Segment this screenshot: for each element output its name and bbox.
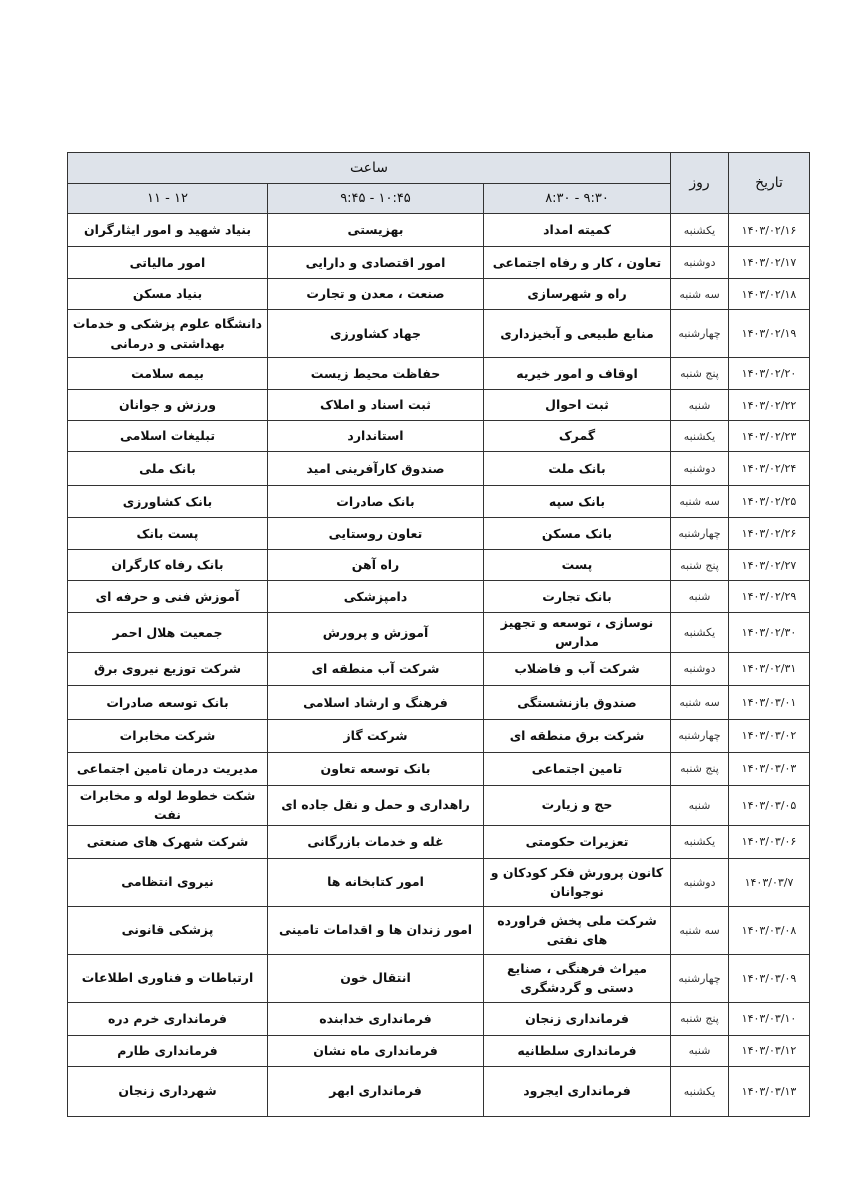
- day-cell: دوشنبه: [671, 452, 729, 486]
- slot2-cell: دامپزشکی: [268, 581, 484, 613]
- date-cell: ۱۴۰۳/۰۲/۲۰: [729, 358, 810, 390]
- date-cell: ۱۴۰۳/۰۳/۱۰: [729, 1002, 810, 1035]
- day-cell: سه شنبه: [671, 279, 729, 310]
- table-row: [68, 452, 810, 486]
- day-cell: سه شنبه: [671, 486, 729, 518]
- table-row: [68, 247, 810, 279]
- slot3-cell: ورزش و جوانان: [68, 390, 268, 421]
- date-cell: ۱۴۰۳/۰۳/۰۱: [729, 685, 810, 719]
- slot3-cell: بیمه سلامت: [68, 358, 268, 390]
- day-cell: پنج شنبه: [671, 752, 729, 785]
- slot3-cell: بانک رفاه کارگران: [68, 550, 268, 581]
- date-cell: ۱۴۰۳/۰۳/۰۳: [729, 752, 810, 785]
- slot-header-3: ۱۲ - ۱۱: [68, 184, 268, 214]
- slot3-cell: شرکت شهرک های صنعتی: [68, 825, 268, 858]
- day-cell: شنبه: [671, 390, 729, 421]
- day-header: روز: [671, 153, 729, 214]
- date-cell: ۱۴۰۳/۰۳/۰۹: [729, 954, 810, 1002]
- slot2-cell: فرهنگ و ارشاد اسلامی: [268, 685, 484, 719]
- slot3-cell: تبلیغات اسلامی: [68, 421, 268, 452]
- slot3-cell: پست بانک: [68, 518, 268, 550]
- time-header: ساعت: [68, 153, 671, 184]
- table-row: [68, 685, 810, 719]
- date-cell: ۱۴۰۳/۰۲/۲۲: [729, 390, 810, 421]
- slot1-cell: نوسازی ، توسعه و تجهیز مدارس: [484, 613, 671, 653]
- slot1-cell: فرمانداری زنجان: [484, 1002, 671, 1035]
- slot2-cell: غله و خدمات بازرگانی: [268, 825, 484, 858]
- day-cell: چهارشنبه: [671, 719, 729, 752]
- slot3-cell: امور مالیاتی: [68, 247, 268, 279]
- date-cell: ۱۴۰۳/۰۳/۰۲: [729, 719, 810, 752]
- slot1-cell: اوقاف و امور خیریه: [484, 358, 671, 390]
- table-row: [68, 954, 810, 1002]
- slot2-cell: صنعت ، معدن و تجارت: [268, 279, 484, 310]
- slot1-cell: بانک تجارت: [484, 581, 671, 613]
- day-cell: یکشنبه: [671, 1066, 729, 1116]
- day-cell: شنبه: [671, 1035, 729, 1066]
- schedule-body: [68, 214, 810, 1117]
- slot1-cell: پست: [484, 550, 671, 581]
- slot1-cell: بانک مسکن: [484, 518, 671, 550]
- slot3-cell: پزشکی قانونی: [68, 906, 268, 954]
- day-cell: چهارشنبه: [671, 954, 729, 1002]
- slot3-cell: شکت خطوط لوله و مخابرات نفت: [68, 785, 268, 825]
- day-cell: پنج شنبه: [671, 550, 729, 581]
- slot2-cell: بانک صادرات: [268, 486, 484, 518]
- slot2-cell: بانک توسعه تعاون: [268, 752, 484, 785]
- day-cell: سه شنبه: [671, 906, 729, 954]
- slot2-cell: شرکت گاز: [268, 719, 484, 752]
- day-cell: چهارشنبه: [671, 310, 729, 358]
- table-row: [68, 785, 810, 825]
- table-row: [68, 310, 810, 358]
- slot2-cell: انتقال خون: [268, 954, 484, 1002]
- slot3-cell: بانک ملی: [68, 452, 268, 486]
- table-row: [68, 906, 810, 954]
- slot1-cell: گمرک: [484, 421, 671, 452]
- date-cell: ۱۴۰۳/۰۲/۱۹: [729, 310, 810, 358]
- slot3-cell: بنیاد شهید و امور ایثارگران: [68, 214, 268, 247]
- date-cell: ۱۴۰۳/۰۲/۱۸: [729, 279, 810, 310]
- slot1-cell: راه و شهرسازی: [484, 279, 671, 310]
- slot3-cell: شرکت مخابرات: [68, 719, 268, 752]
- date-cell: ۱۴۰۳/۰۳/۱۲: [729, 1035, 810, 1066]
- date-cell: ۱۴۰۳/۰۲/۲۵: [729, 486, 810, 518]
- table-row: [68, 825, 810, 858]
- slot1-cell: فرمانداری ایجرود: [484, 1066, 671, 1116]
- slot3-cell: بنیاد مسکن: [68, 279, 268, 310]
- slot2-cell: صندوق کارآفرینی امید: [268, 452, 484, 486]
- date-cell: ۱۴۰۳/۰۲/۲۹: [729, 581, 810, 613]
- day-cell: پنج شنبه: [671, 1002, 729, 1035]
- table-row: [68, 1066, 810, 1116]
- table-row: [68, 1035, 810, 1066]
- date-cell: ۱۴۰۳/۰۲/۲۷: [729, 550, 810, 581]
- slot1-cell: فرمانداری سلطانیه: [484, 1035, 671, 1066]
- slot1-cell: تعزیرات حکومتی: [484, 825, 671, 858]
- slot2-cell: ثبت اسناد و املاک: [268, 390, 484, 421]
- date-cell: ۱۴۰۳/۰۳/۰۶: [729, 825, 810, 858]
- slot2-cell: امور اقتصادی و دارایی: [268, 247, 484, 279]
- slot2-cell: آموزش و پرورش: [268, 613, 484, 653]
- date-cell: ۱۴۰۳/۰۳/۷: [729, 858, 810, 906]
- date-cell: ۱۴۰۳/۰۲/۲۳: [729, 421, 810, 452]
- table-row: [68, 1002, 810, 1035]
- slot3-cell: فرمانداری خرم دره: [68, 1002, 268, 1035]
- date-cell: ۱۴۰۳/۰۲/۲۴: [729, 452, 810, 486]
- slot2-cell: امور زندان ها و اقدامات تامینی: [268, 906, 484, 954]
- date-cell: ۱۴۰۳/۰۲/۳۰: [729, 613, 810, 653]
- slot2-cell: امور کتابخانه ها: [268, 858, 484, 906]
- slot2-cell: جهاد کشاورزی: [268, 310, 484, 358]
- slot1-cell: شرکت برق منطقه ای: [484, 719, 671, 752]
- slot2-cell: فرمانداری ابهر: [268, 1066, 484, 1116]
- slot1-cell: کمیته امداد: [484, 214, 671, 247]
- slot3-cell: شرکت توزیع نیروی برق: [68, 652, 268, 685]
- slot1-cell: بانک سپه: [484, 486, 671, 518]
- slot2-cell: شرکت آب منطقه ای: [268, 652, 484, 685]
- slot3-cell: دانشگاه علوم پزشکی و خدمات بهداشتی و درمانی: [68, 310, 268, 358]
- date-cell: ۱۴۰۳/۰۳/۰۵: [729, 785, 810, 825]
- day-cell: چهارشنبه: [671, 518, 729, 550]
- day-cell: شنبه: [671, 581, 729, 613]
- slot3-cell: بانک کشاورزی: [68, 486, 268, 518]
- table-row: [68, 858, 810, 906]
- slot1-cell: تامین اجتماعی: [484, 752, 671, 785]
- date-cell: ۱۴۰۳/۰۳/۱۳: [729, 1066, 810, 1116]
- day-cell: دوشنبه: [671, 247, 729, 279]
- slot1-cell: شرکت آب و فاضلاب: [484, 652, 671, 685]
- day-cell: یکشنبه: [671, 825, 729, 858]
- table-row: [68, 390, 810, 421]
- day-cell: یکشنبه: [671, 214, 729, 247]
- slot3-cell: فرمانداری طارم: [68, 1035, 268, 1066]
- slot2-cell: استاندارد: [268, 421, 484, 452]
- slot1-cell: تعاون ، کار و رفاه اجتماعی: [484, 247, 671, 279]
- day-cell: سه شنبه: [671, 685, 729, 719]
- slot3-cell: جمعیت هلال احمر: [68, 613, 268, 653]
- table-row: [68, 581, 810, 613]
- slot2-cell: فرمانداری خدابنده: [268, 1002, 484, 1035]
- table-row: [68, 279, 810, 310]
- date-cell: ۱۴۰۳/۰۲/۱۶: [729, 214, 810, 247]
- slot1-cell: میراث فرهنگی ، صنایع دستی و گردشگری: [484, 954, 671, 1002]
- slot-header-2: ۱۰:۴۵ - ۹:۴۵: [268, 184, 484, 214]
- table-row: [68, 486, 810, 518]
- slot2-cell: راهداری و حمل و نقل جاده ای: [268, 785, 484, 825]
- table-row: [68, 214, 810, 247]
- table-row: [68, 652, 810, 685]
- date-cell: ۱۴۰۳/۰۲/۳۱: [729, 652, 810, 685]
- day-cell: دوشنبه: [671, 652, 729, 685]
- date-cell: ۱۴۰۳/۰۳/۰۸: [729, 906, 810, 954]
- slot1-cell: ثبت احوال: [484, 390, 671, 421]
- table-row: [68, 613, 810, 653]
- day-cell: یکشنبه: [671, 421, 729, 452]
- schedule-table: [67, 152, 810, 1117]
- slot1-cell: شرکت ملی پخش فراورده های نفتی: [484, 906, 671, 954]
- slot1-cell: حج و زیارت: [484, 785, 671, 825]
- table-row: [68, 358, 810, 390]
- day-cell: دوشنبه: [671, 858, 729, 906]
- table-row: [68, 719, 810, 752]
- day-cell: شنبه: [671, 785, 729, 825]
- day-cell: یکشنبه: [671, 613, 729, 653]
- slot1-cell: کانون پرورش فکر کودکان و نوجوانان: [484, 858, 671, 906]
- slot-header-1: ۹:۳۰ - ۸:۳۰: [484, 184, 671, 214]
- slot3-cell: بانک توسعه صادرات: [68, 685, 268, 719]
- slot3-cell: نیروی انتظامی: [68, 858, 268, 906]
- slot2-cell: بهزیستی: [268, 214, 484, 247]
- date-cell: ۱۴۰۳/۰۲/۱۷: [729, 247, 810, 279]
- slot3-cell: شهرداری زنجان: [68, 1066, 268, 1116]
- table-row: [68, 421, 810, 452]
- slot3-cell: آموزش فنی و حرفه ای: [68, 581, 268, 613]
- slot1-cell: بانک ملت: [484, 452, 671, 486]
- slot1-cell: صندوق بازنشستگی: [484, 685, 671, 719]
- slot3-cell: مدیریت درمان تامین اجتماعی: [68, 752, 268, 785]
- table-row: [68, 550, 810, 581]
- slot2-cell: تعاون روستایی: [268, 518, 484, 550]
- table-row: [68, 752, 810, 785]
- slot2-cell: راه آهن: [268, 550, 484, 581]
- slot2-cell: فرمانداری ماه نشان: [268, 1035, 484, 1066]
- slot3-cell: ارتباطات و فناوری اطلاعات: [68, 954, 268, 1002]
- date-cell: ۱۴۰۳/۰۲/۲۶: [729, 518, 810, 550]
- day-cell: پنج شنبه: [671, 358, 729, 390]
- table-row: [68, 518, 810, 550]
- slot2-cell: حفاظت محیط زیست: [268, 358, 484, 390]
- date-header: تاریخ: [729, 153, 810, 214]
- slot1-cell: منابع طبیعی و آبخیزداری: [484, 310, 671, 358]
